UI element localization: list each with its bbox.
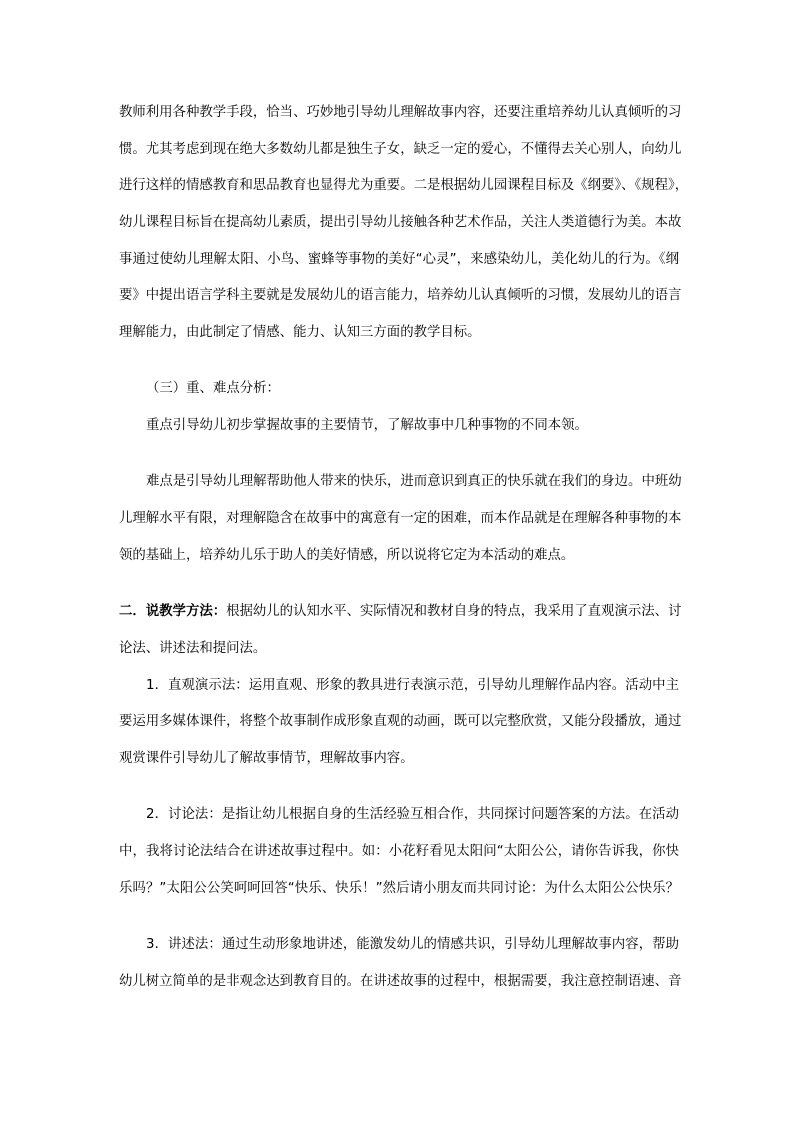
methods-heading: 二．说教学方法：: [119, 604, 227, 619]
paragraph-line: 幼儿树立简单的是非观念达到教育目的。在讲述故事的过程中，根据需要，我注意控制语速、音: [119, 974, 682, 989]
section-heading: （三）重、难点分析：: [146, 381, 280, 396]
paragraph-line: 领的基础上，培养幼儿乐于助人的美好情感，所以说将它定为本活动的难点。: [119, 548, 575, 563]
paragraph-line: 惯。尤其考虑到现在绝大多数幼儿都是独生子女，缺乏一定的爱心，不懂得去关心别人，向幼儿: [119, 142, 682, 157]
paragraph-line: 教师利用各种教学手段，恰当、巧妙地引导幼儿理解故事内容，还要注重培养幼儿认真倾听的习: [119, 105, 682, 120]
paragraph-line: 1．直观演示法：运用直观、形象的教具进行表演示范，引导幼儿理解作品内容。活动中主: [146, 678, 679, 693]
paragraph-line: 儿理解水平有限，对理解隐含在故事中的寓意有一定的困难，而本作品就是在理解各种事物的本: [119, 511, 682, 526]
paragraph-line: 观赏课件引导幼儿了解故事情节，理解故事内容。: [119, 751, 414, 766]
paragraph-line: 论法、讲述法和提问法。: [119, 641, 267, 656]
paragraph-line: 要》中提出语言学科主要就是发展幼儿的语言能力，培养幼儿认真倾听的习惯，发展幼儿的语言: [119, 288, 682, 303]
paragraph-line: 进行这样的情感教育和思品教育也显得尤为重要。二是根据幼儿园课程目标及《纲要》、《规程》，: [119, 178, 689, 193]
paragraph-line: 要运用多媒体课件，将整个故事制作成形象直观的动画，既可以完整欣赏，又能分段播放，通过: [119, 714, 682, 729]
paragraph-line: 幼儿课程目标旨在提高幼儿素质，提出引导幼儿接触各种艺术作品，关注人类道德行为美。本故: [119, 215, 682, 230]
paragraph-line: 事通过使幼儿理解太阳、小鸟、蜜蜂等事物的美好“心灵”，来感染幼儿，美化幼儿的行为。《纲: [119, 252, 679, 267]
paragraph-line: 中，我将讨论法结合在讲述故事过程中。如：小花籽看见太阳问“太阳公公，请你告诉我，你快: [119, 844, 679, 859]
paragraph-line: 3．讲述法：通过生动形象地讲述，能激发幼儿的情感共识，引导幼儿理解故事内容，帮助: [146, 937, 679, 952]
paragraph-line: 2．讨论法：是指让幼儿根据自身的生活经验互相合作，共同探讨问题答案的方法。在活动: [146, 807, 679, 822]
paragraph-line: 理解能力，由此制定了情感、能力、认知三方面的教学目标。: [119, 325, 481, 340]
paragraph-line: 乐吗？”太阳公公笑呵呵回答“快乐、快乐！”然后请小朋友而共同讨论：为什么太阳公公快乐？: [119, 881, 679, 896]
methods-intro-text: 根据幼儿的认知水平、实际情况和教材自身的特点，我采用了直观演示法、讨: [226, 604, 682, 619]
methods-intro-line: [119, 602, 682, 622]
key-point-text: 重点引导幼儿初步掌握故事的主要情节，了解故事中几种事物的不同本领。: [146, 418, 588, 433]
paragraph-line: 难点是引导幼儿理解帮助他人带来的快乐，进而意识到真正的快乐就在我们的身边。中班幼: [146, 474, 682, 489]
